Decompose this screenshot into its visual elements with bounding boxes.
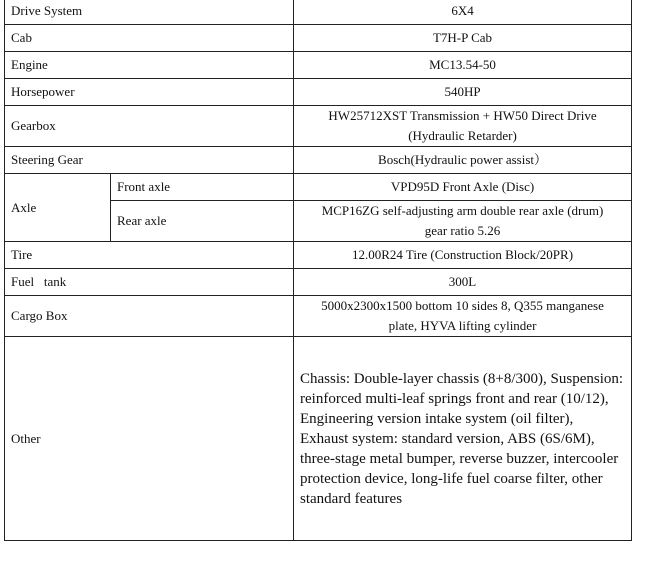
table-row (5, 174, 632, 201)
row-value-drive-system: 6X4 (294, 0, 632, 25)
row-value-gearbox (294, 106, 632, 147)
row-label-fuel-tank: Fuel tank (5, 269, 294, 296)
cargo-box-value-line1: 5000x2300x1500 bottom 10 sides 8, Q355 manganese (321, 298, 604, 313)
row-label-gearbox: Gearbox (5, 106, 294, 147)
gearbox-value-line1: HW25712XST Transmission + HW50 Direct Drive (328, 108, 597, 123)
gearbox-value-line2: (Hydraulic Retarder) (408, 128, 517, 143)
row-label-axle: Axle (5, 174, 111, 242)
table-row (5, 337, 632, 541)
row-label-steering-gear: Steering Gear (5, 147, 294, 174)
row-value-steering-gear: Bosch(Hydraulic power assist） (294, 147, 632, 174)
table-row (5, 52, 632, 79)
spec-table (4, 0, 632, 541)
row-label-drive-system: Drive System (5, 0, 294, 25)
table-row (5, 296, 632, 337)
cargo-box-value-line2: plate, HYVA lifting cylinder (388, 318, 537, 333)
row-label-cargo-box: Cargo Box (5, 296, 294, 337)
table-row (5, 79, 632, 106)
axle-rear-value (294, 201, 632, 242)
row-value-engine: MC13.54-50 (294, 52, 632, 79)
axle-rear-value-line1: MCP16ZG self-adjusting arm double rear axle (drum) (321, 203, 604, 218)
axle-front-value: VPD95D Front Axle (Disc) (294, 174, 632, 201)
row-label-other: Other (5, 337, 294, 541)
row-value-fuel-tank: 300L (294, 269, 632, 296)
table-row (5, 0, 632, 25)
row-label-cab: Cab (5, 25, 294, 52)
row-value-cab: T7H-P Cab (294, 25, 632, 52)
table-row (5, 242, 632, 269)
table-row (5, 106, 632, 147)
axle-front-sublabel: Front axle (111, 174, 294, 201)
axle-rear-sublabel: Rear axle (111, 201, 294, 242)
axle-rear-value-line2: gear ratio 5.26 (424, 223, 501, 238)
row-label-horsepower: Horsepower (5, 79, 294, 106)
row-value-horsepower: 540HP (294, 79, 632, 106)
row-value-cargo-box (294, 296, 632, 337)
row-label-engine: Engine (5, 52, 294, 79)
table-row (5, 147, 632, 174)
row-value-other: Chassis: Double-layer chassis (8+8/300), Suspension: reinforced multi-leaf springs front and rear (10/12), Engineering version intake system (oil filter), Exhaust system: standard version, ABS (6S/6M), three-stage metal bumper, reverse buzzer, intercooler protection device, long-life fuel coarse filter, other standard features (294, 337, 632, 541)
row-value-tire: 12.00R24 Tire (Construction Block/20PR) (294, 242, 632, 269)
row-label-tire: Tire (5, 242, 294, 269)
table-row (5, 25, 632, 52)
table-row (5, 269, 632, 296)
